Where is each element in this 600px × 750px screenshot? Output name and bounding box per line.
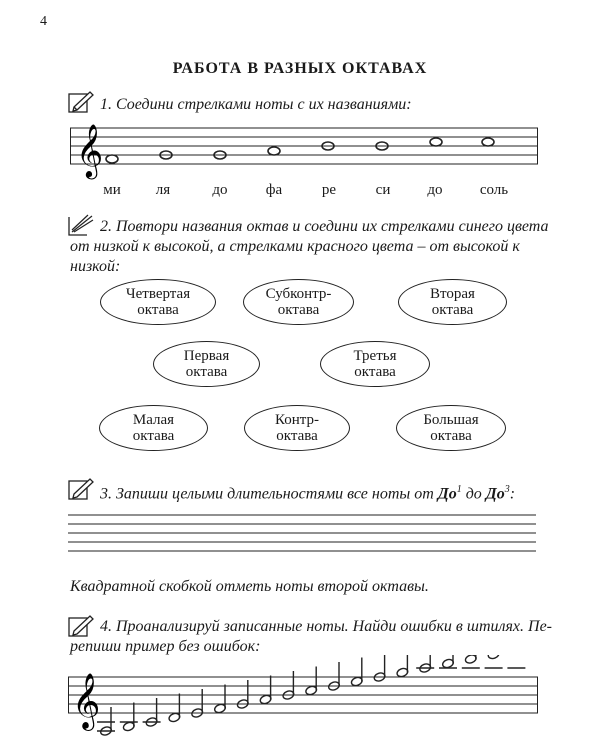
task4-text-line2: репиши пример без ошибок:: [70, 638, 261, 655]
octave-oval-fourth[interactable]: Четвертая октава: [100, 279, 216, 325]
task1-text: 1. Соедини стрелками ноты с их названиями:: [100, 96, 412, 113]
treble-clef-icon: 𝄞: [76, 125, 104, 176]
octave-oval-subcontra[interactable]: Субконтр- октава: [243, 279, 354, 325]
treble-clef-icon: 𝄞: [72, 675, 101, 728]
pencil-icon: [68, 478, 94, 500]
pencil-icon: [68, 214, 94, 236]
page-title: РАБОТА В РАЗНЫХ ОКТАВАХ: [172, 60, 428, 77]
note-name: ми: [103, 182, 121, 198]
note-name: ля: [155, 182, 171, 198]
task1-staff: [70, 120, 540, 180]
bracket-instruction: Квадратной скобкой отметь ноты второй октавы.: [70, 578, 429, 595]
note-name: до: [427, 182, 443, 198]
page-number: 4: [40, 14, 47, 29]
task2-text-line1: 2. Повтори названия октав и соедини их стрелками синего цвета: [100, 218, 549, 235]
note-name: фа: [265, 182, 283, 198]
pencil-icon: [68, 615, 94, 637]
note: [430, 138, 442, 146]
task2-text-line3: низкой:: [70, 258, 121, 275]
task4-staff: [68, 655, 540, 750]
note-name: до: [212, 182, 228, 198]
blank-staff[interactable]: [68, 512, 538, 552]
scale-note: [487, 655, 500, 660]
task2-text-line2: от низкой к высокой, а стрелками красного цвета – от высокой к: [70, 238, 520, 255]
note: [106, 155, 118, 163]
octave-oval-third[interactable]: Третья октава: [320, 341, 430, 387]
note-name: ре: [321, 182, 337, 198]
task3-text: 3. Запиши целыми длительностями все ноты от $До^1$ до $До^3$:: [100, 484, 516, 503]
octave-oval-small[interactable]: Малая октава: [99, 405, 208, 451]
octave-oval-contra[interactable]: Контр- октава: [244, 405, 350, 451]
note: [482, 138, 494, 146]
note-name: си: [375, 182, 391, 198]
note: [268, 147, 280, 155]
octave-oval-first[interactable]: Первая октава: [153, 341, 260, 387]
pencil-icon: [68, 91, 94, 113]
task4-text-line1: 4. Проанализируй записанные ноты. Найди ошибки в штилях. Пе-: [100, 618, 553, 635]
note-name: соль: [479, 182, 509, 198]
octave-oval-second[interactable]: Вторая октава: [398, 279, 507, 325]
octave-oval-big[interactable]: Большая октава: [396, 405, 506, 451]
